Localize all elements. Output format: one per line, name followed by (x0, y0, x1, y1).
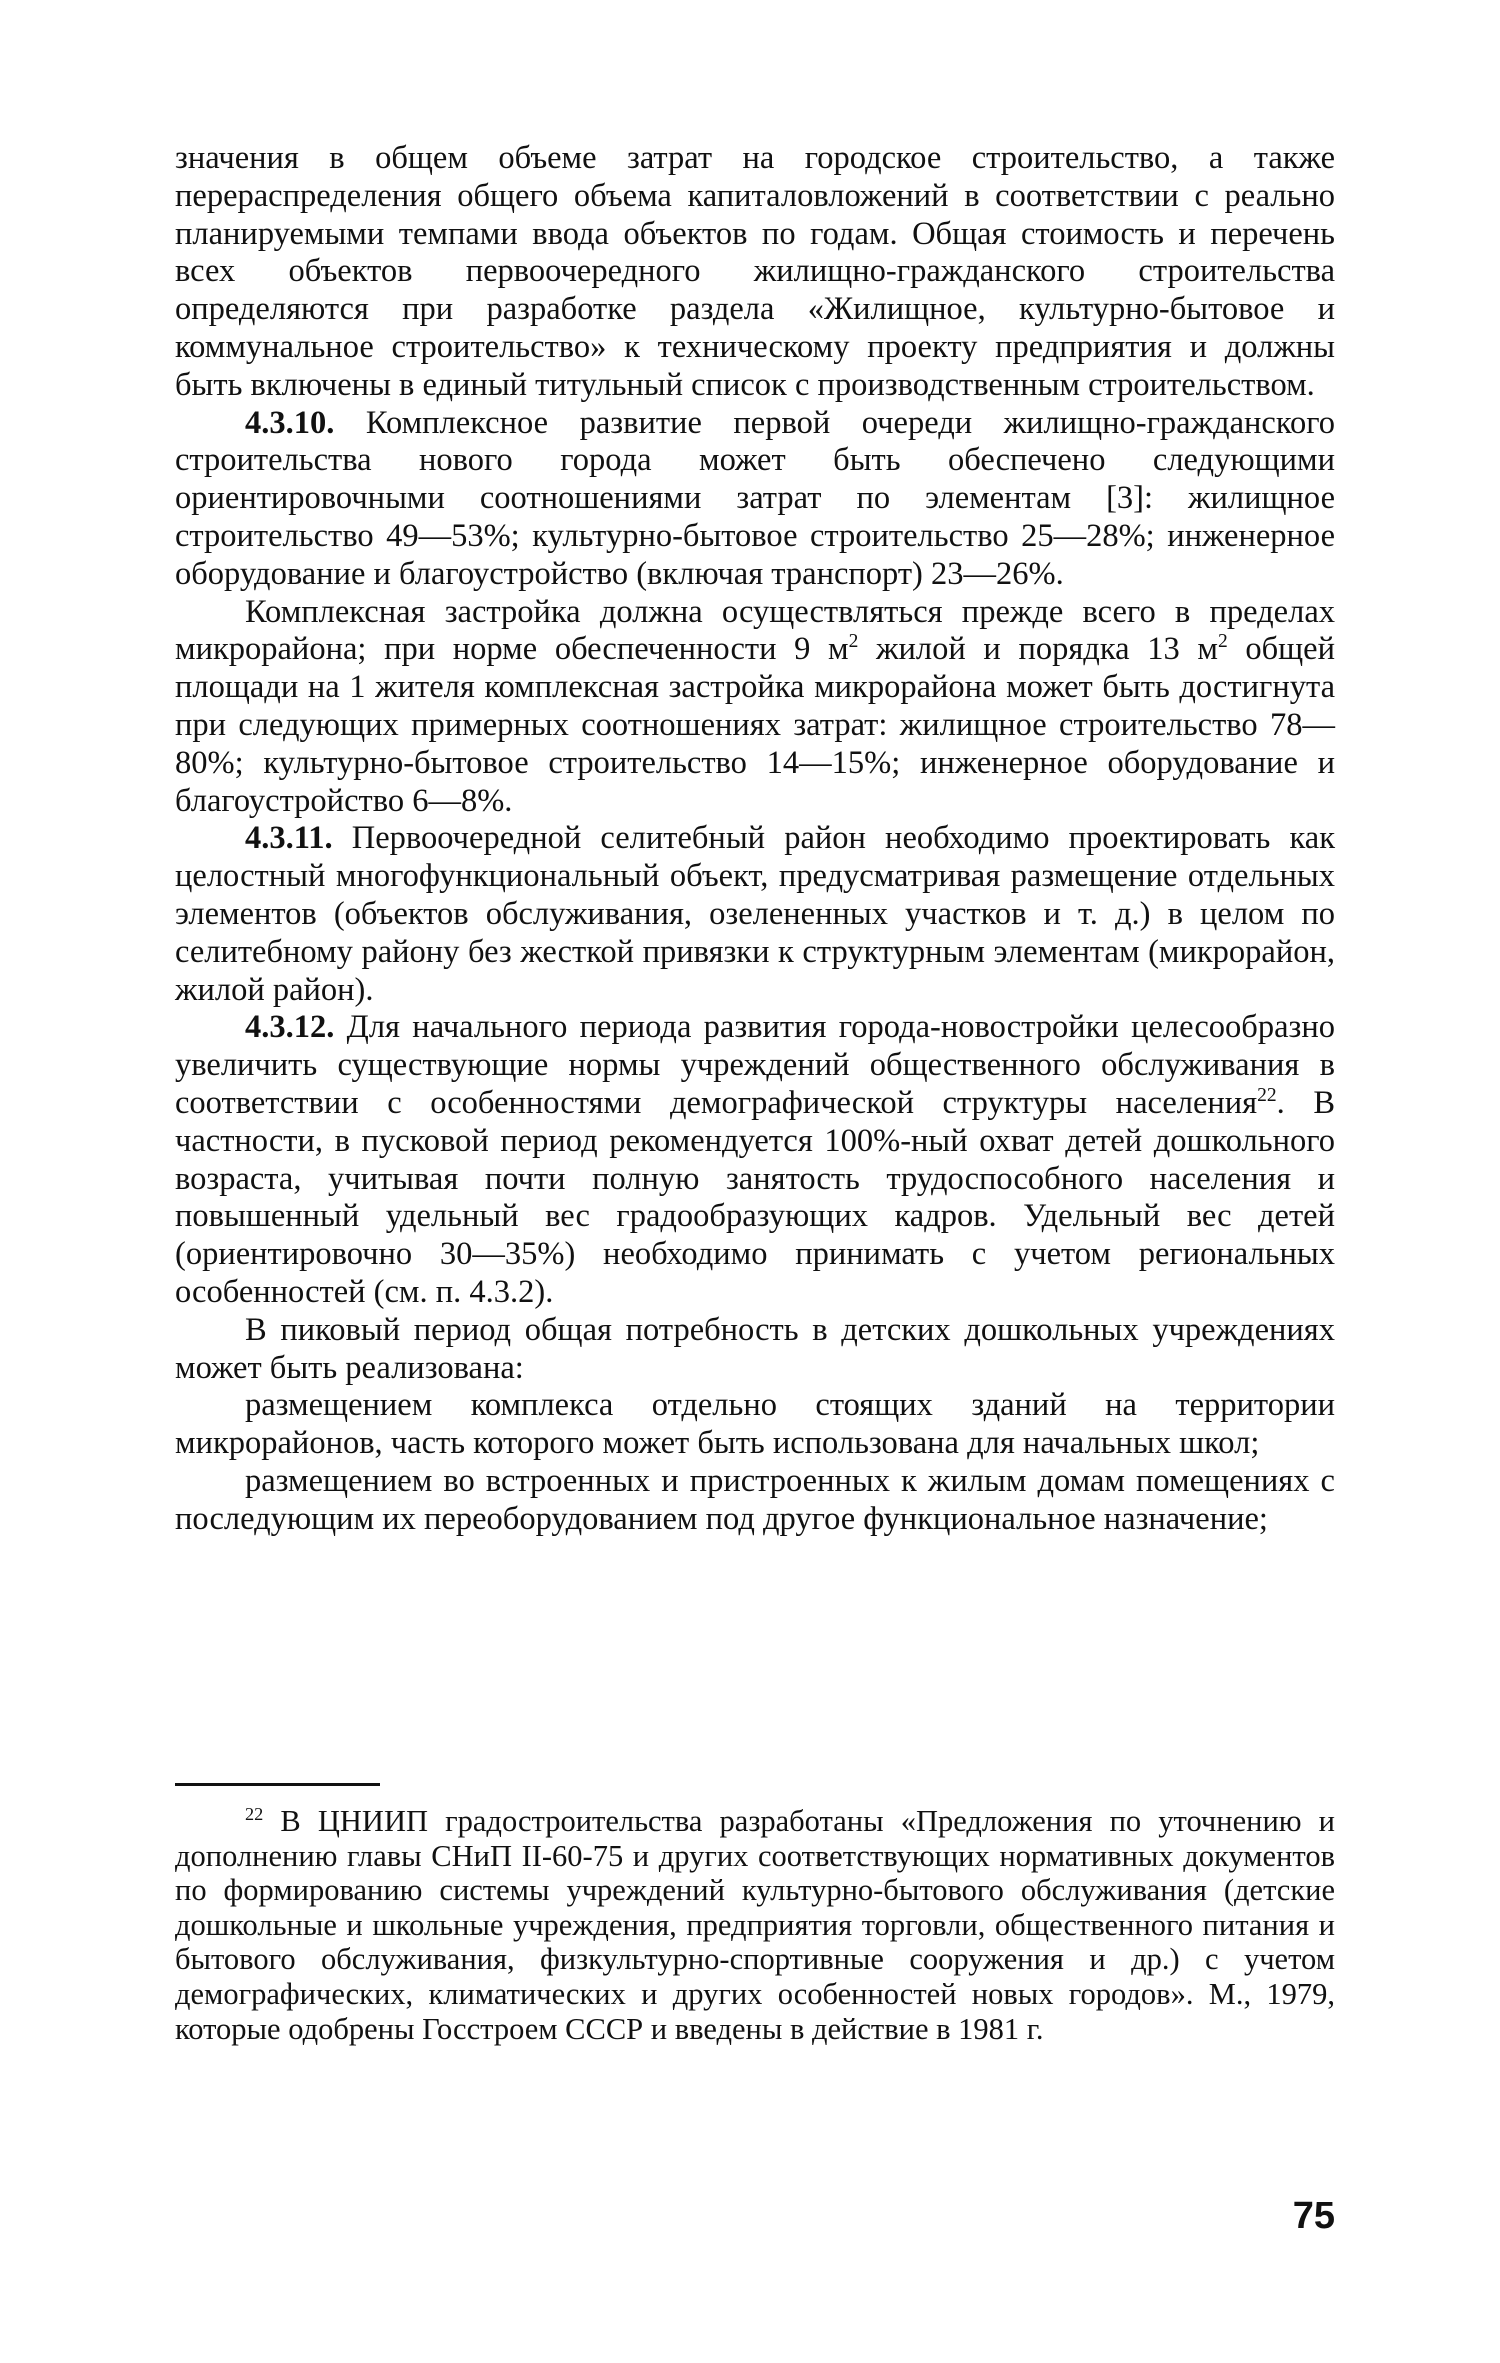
text-run: Для начального периода развития города-новостройки целесообразно увеличить существующие нормы учреждений общественного обслуживания в соответствии с особенностями демографической структуры населения (175, 1009, 1335, 1121)
section-number: 4.3.11. (245, 820, 333, 857)
text-run: Комплексная застройка должна осуществляться прежде всего в пределах микрорайона; при норме обеспеченности 9 м (175, 593, 1335, 668)
text-run: В пиковый период общая потребность в детских дошкольных учреждениях может быть реализована: (175, 1311, 1335, 1386)
footnote (175, 1804, 1335, 2046)
text-run: Комплексное развитие первой очереди жилищно-гражданского строительства нового города может быть обеспечено следующими ориентировочными соотношениями затрат по элементам [3]: жилищное строительство 49—53%; культурно-бытовое строительство 25—28%; инженерное оборудование и благоустройство (включая транспорт) 23—26%. (175, 404, 1335, 592)
text-run: размещением во встроенных и пристроенных к жилым домам помещениях с последующим их переоборудованием под другое функциональное назначение; (175, 1462, 1335, 1537)
paragraph-section-4-3-12 (175, 1009, 1335, 1311)
footnote-divider (175, 1783, 380, 1786)
paragraph-0 (175, 140, 1335, 405)
superscript: 2 (1217, 631, 1228, 653)
superscript: 2 (848, 631, 859, 653)
text-run: жилой и порядка 13 м (858, 631, 1218, 668)
superscript: 22 (1257, 1085, 1277, 1107)
paragraph-section-4-3-10 (175, 405, 1335, 594)
text-run: размещением комплекса отдельно стоящих зданий на территории микрорайонов, часть которого может быть использована для начальных школ; (175, 1387, 1335, 1462)
footnote-marker: 22 (245, 1803, 264, 1824)
section-number: 4.3.10. (245, 404, 335, 441)
text-run: Первоочередной селитебный район необходимо проектировать как целостный многофункциональный объект, предусматривая размещение отдельных элементов (объектов обслуживания, озелененных участков и т. д.) в целом по селитебному району без жесткой привязки к структурным элементам (микрорайон, жилой район). (175, 820, 1335, 1008)
text-run: общей площади на 1 жителя комплексная застройка микрорайона может быть достигнута при следующих примерных соотношениях затрат: жилищное строительство 78—80%; культурно-бытовое строительство 14—15%; инженерное оборудование и благоустройство 6—8%. (175, 631, 1335, 819)
section-number: 4.3.12. (245, 1009, 335, 1046)
paragraph-section-4-3-11 (175, 820, 1335, 1009)
paragraph-complex-development (175, 594, 1335, 821)
page-number: 75 (1292, 2195, 1335, 2237)
footnote-text: В ЦНИИП градостроительства разработаны «Предложения по уточнению и дополнению главы СНиП II-60-75 и других соответствующих нормативных документов по формированию системы учреждений культурно-бытового обслуживания (детские дошкольные и школьные учреждения, предприятия торговли, общественного питания и бытового обслуживания, физкультурно-спортивные сооружения и др.) с учетом демографических, климатических и других особенностей новых городов». М., 1979, которые одобрены Госстроем СССР и введены в действие в 1981 г. (175, 1804, 1335, 2046)
text-run: значения в общем объеме затрат на городское строительство, а также перераспределения общего объема капиталовложений в соответствии с реально планируемыми темпами ввода объектов по годам. Общая стоимость и перечень всех объектов первоочередного жилищно-гражданского строительства определяются при разработке раздела «Жилищное, культурно-бытовое и коммунальное строительство» к техническому проекту предприятия и должны быть включены в единый титульный список с производственным строительством. (175, 140, 1335, 403)
text-run: . В частности, в пусковой период рекомендуется 100%-ный охват детей дошкольного возраста, учитывая почти полную занятость трудоспособного населения и повышенный удельный вес градообразующих кадров. Удельный вес детей (ориентировочно 30—35%) необходимо принимать с учетом региональных особенностей (см. п. 4.3.2). (175, 1084, 1335, 1310)
paragraph-list-item-1 (175, 1387, 1335, 1463)
main-text (175, 140, 1335, 1538)
paragraph-peak-period (175, 1312, 1335, 1388)
paragraph-list-item-2 (175, 1463, 1335, 1539)
